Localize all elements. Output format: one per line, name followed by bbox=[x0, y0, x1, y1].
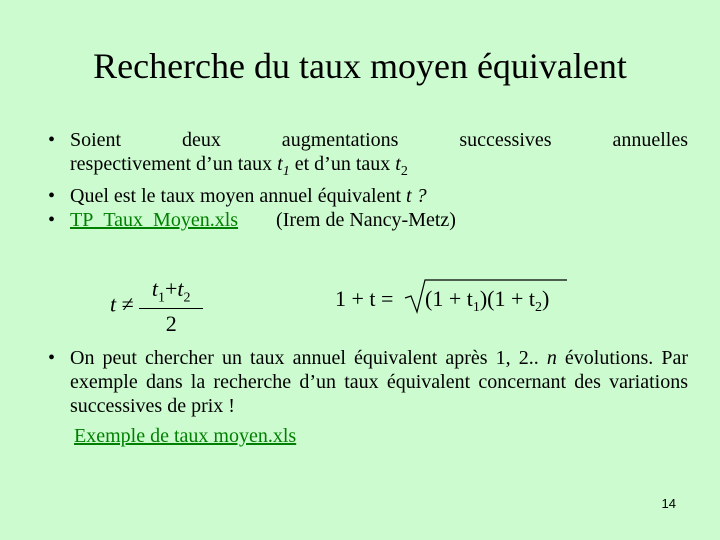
num-t1: t bbox=[151, 276, 158, 301]
slide-title: Recherche du taux moyen équivalent bbox=[93, 46, 627, 86]
bullet-1-line-2 bbox=[70, 152, 688, 184]
exemple-taux-moyen-link[interactable]: Exemple de taux moyen.xls bbox=[74, 425, 297, 447]
bullet-item-2 bbox=[48, 184, 688, 208]
bullet-2-text: Quel est le taux moyen annuel équivalent bbox=[70, 185, 407, 207]
var-n: n bbox=[546, 347, 557, 369]
bullet-4-text-a: On peut chercher un taux annuel équivalent après 1, 2.. bbox=[70, 347, 547, 369]
equation-svg bbox=[335, 276, 575, 316]
bullet-item-3 bbox=[48, 208, 688, 232]
num-sub1: 1 bbox=[157, 290, 165, 306]
bullet-marker: • bbox=[48, 129, 56, 151]
bullet-1-line-1: Soient deux augmentations successives annuelles bbox=[70, 129, 688, 151]
page-number: 14 bbox=[661, 496, 676, 511]
var-t-question: t ? bbox=[406, 185, 427, 207]
source-credit: (Irem de Nancy-Metz) bbox=[276, 209, 456, 231]
num-sub2: 2 bbox=[183, 290, 191, 306]
bullet-1-text-c: et d’un taux bbox=[289, 153, 396, 175]
bullet-1-text: respectivement d’un taux bbox=[70, 153, 278, 175]
var-t2: t bbox=[395, 153, 401, 175]
fraction-numerator bbox=[152, 276, 191, 306]
bullet-list bbox=[48, 128, 688, 232]
eq-radicand: $(1 + t_1)(1 + t_2)$ bbox=[425, 286, 550, 315]
var-t1-sub: 1 bbox=[282, 164, 290, 179]
var-t2-sub: 2 bbox=[400, 164, 408, 179]
bullet-4-text-b: évolutions. Par exemple dans la recherche d’un taux équivalent concernant des variations successives de prix ! bbox=[70, 347, 688, 417]
bullet-item-4 bbox=[48, 346, 688, 448]
var-t1: t bbox=[277, 153, 283, 175]
fraction bbox=[139, 276, 203, 337]
bullet-marker: • bbox=[48, 347, 56, 369]
bullet-4-text bbox=[70, 346, 688, 418]
fraction-denominator: 2 bbox=[165, 311, 177, 337]
formula-equation bbox=[335, 276, 575, 322]
fraction-bar bbox=[139, 308, 203, 309]
formula-inequality bbox=[110, 276, 203, 337]
eq-lhs: 1 + t = bbox=[335, 286, 394, 311]
bullet-marker: • bbox=[48, 209, 56, 231]
bullet-list-2 bbox=[48, 346, 688, 448]
tp-taux-moyen-link[interactable]: TP_Taux_Moyen.xls bbox=[70, 209, 239, 231]
bullet-marker: • bbox=[48, 185, 56, 207]
num-t2: t bbox=[177, 276, 184, 301]
not-equal-sign: ≠ bbox=[121, 291, 134, 317]
formula1-lhs: t bbox=[110, 291, 117, 317]
bullet-item-1 bbox=[48, 128, 688, 184]
plus-sign: + bbox=[164, 276, 178, 301]
